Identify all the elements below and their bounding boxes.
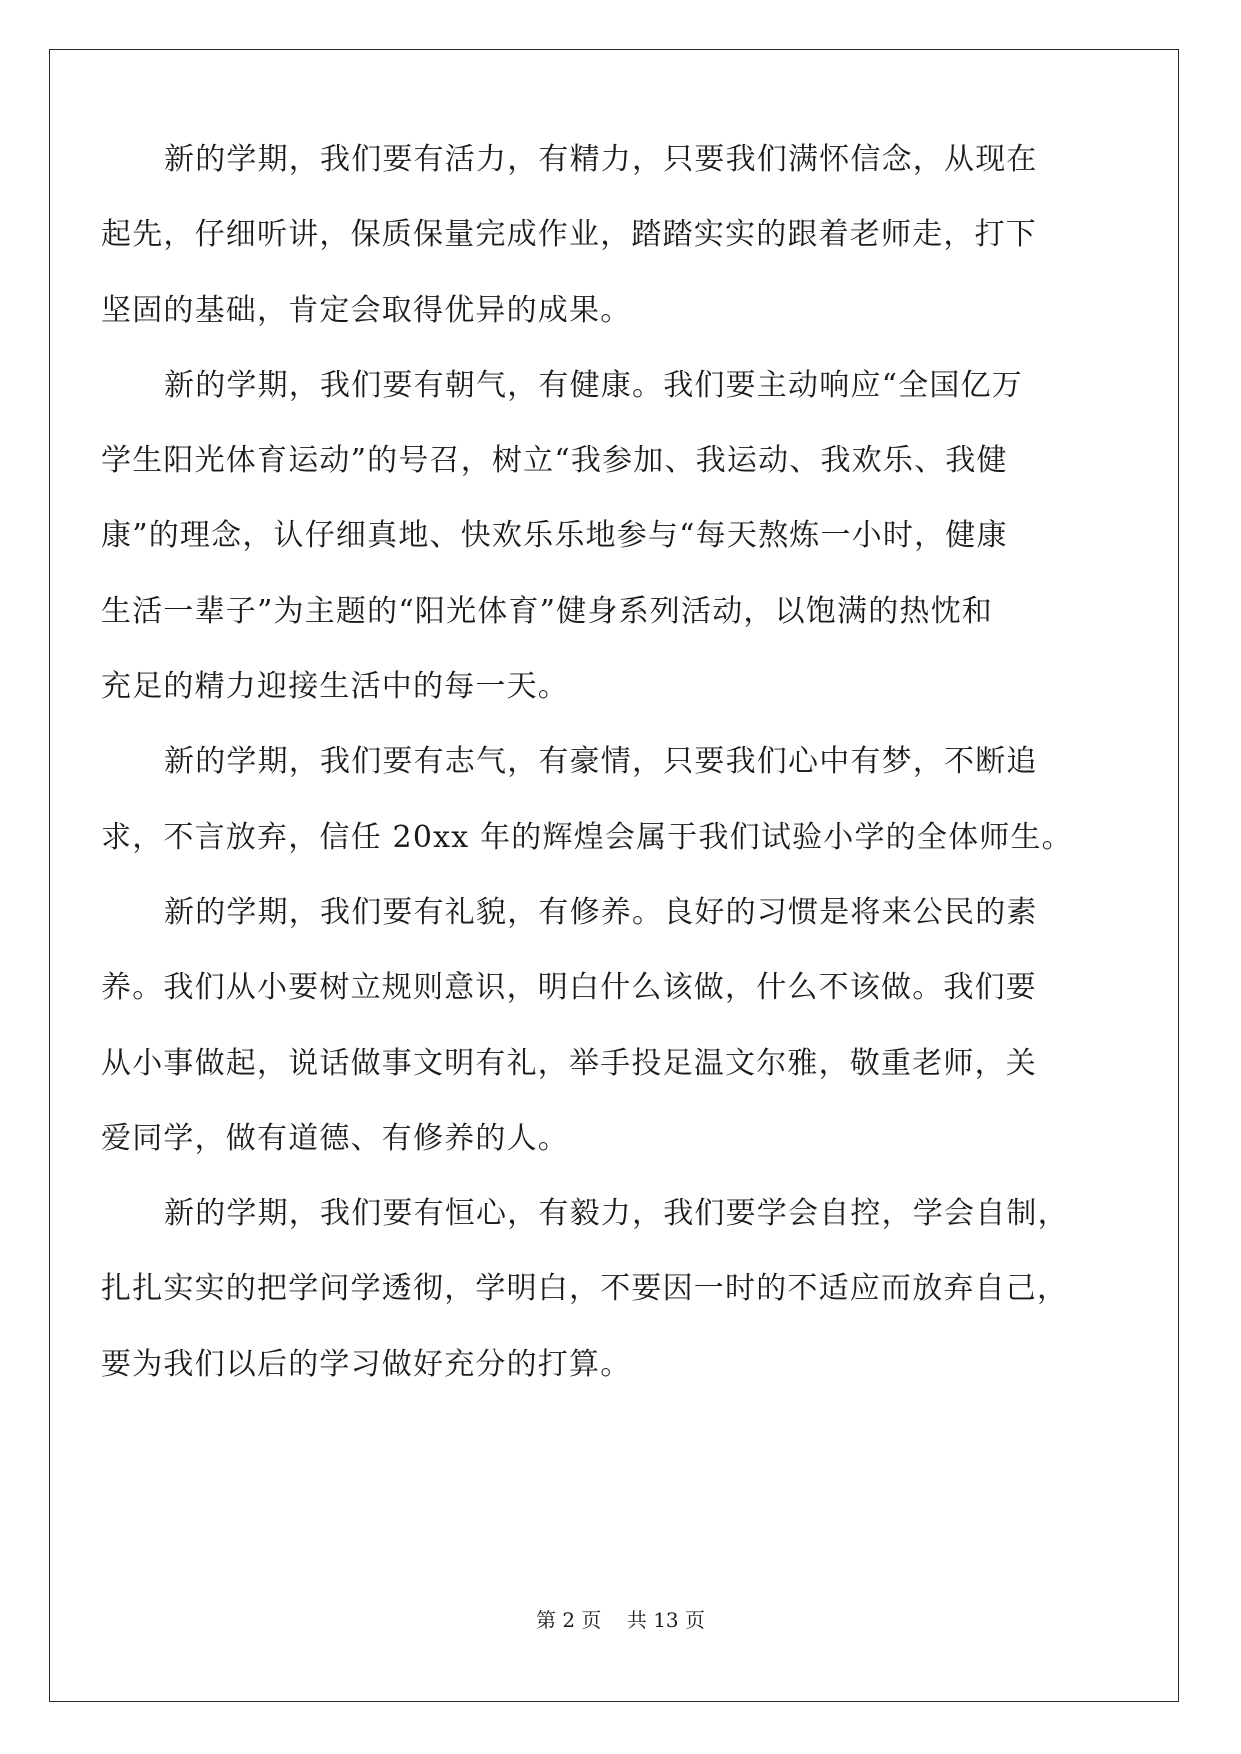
paragraph-2-line-2: 学生阳光体育运动”的号召，树立“我参加、我运动、我欢乐、我健 xyxy=(101,443,1008,479)
paragraph-5-line-3: 要为我们以后的学习做好充分的打算。 xyxy=(101,1346,632,1382)
paragraph-1-line-1: 新的学期，我们要有活力，有精力，只要我们满怀信念，从现在 xyxy=(164,142,1038,177)
paragraph-2-line-4: 生活一辈子”为主题的“阳光体育”健身系列活动，以饱满的热忱和 xyxy=(101,593,994,629)
paragraph-3-line-2: 求，不言放弃，信任 20xx 年的辉煌会属于我们试验小学的全体师生。 xyxy=(101,819,1073,855)
paragraph-3-line-1: 新的学期，我们要有志气，有豪情，只要我们心中有梦，不断追 xyxy=(164,744,1038,780)
paragraph-2-line-1: 新的学期，我们要有朝气，有健康。我们要主动响应“全国亿万 xyxy=(164,367,1023,403)
paragraph-2-line-3: 康”的理念，认仔细真地、快欢乐乐地参与“每天熬炼一小时，健康 xyxy=(101,518,1008,554)
page-number-footer: 第 2 页 共 13 页 xyxy=(535,1608,706,1632)
paragraph-4-line-1: 新的学期，我们要有礼貌，有修养。良好的习惯是将来公民的素 xyxy=(164,894,1038,930)
paragraph-5-line-2: 扎扎实实的把学问学透彻，学明白，不要因一时的不适应而放弃自己， xyxy=(101,1271,1069,1307)
paragraph-2-line-5: 充足的精力迎接生活中的每一天。 xyxy=(101,669,569,705)
paragraph-1-line-3: 坚固的基础，肯定会取得优异的成果。 xyxy=(101,292,632,328)
paragraph-4-line-3: 从小事做起，说话做事文明有礼，举手投足温文尔雅，敬重老师，关 xyxy=(101,1045,1037,1081)
paragraph-5-line-1: 新的学期，我们要有恒心，有毅力，我们要学会自控，学会自制， xyxy=(164,1196,1069,1232)
document-body xyxy=(101,122,1083,1402)
paragraph-1-line-2: 起先，仔细听讲，保质保量完成作业，踏踏实实的跟着老师走，打下 xyxy=(101,217,1037,253)
paragraph-4-line-4: 爱同学，做有道德、有修养的人。 xyxy=(101,1120,569,1156)
paragraph-4-line-2: 养。我们从小要树立规则意识，明白什么该做，什么不该做。我们要 xyxy=(101,970,1037,1006)
